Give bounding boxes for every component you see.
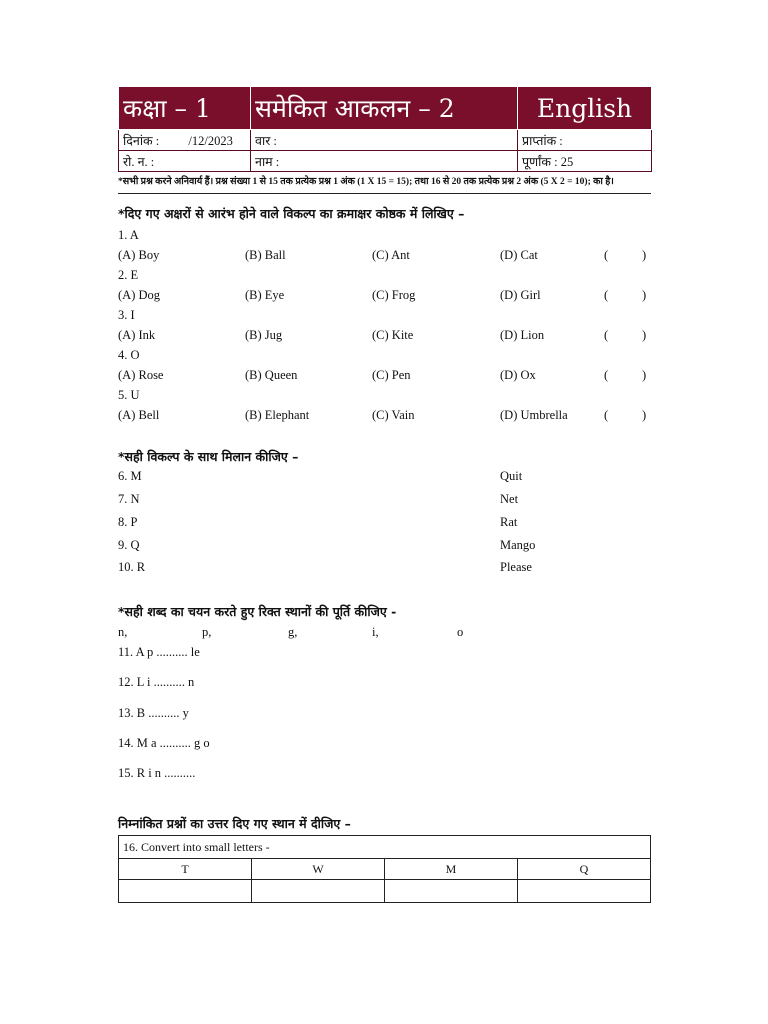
- option-3a: (A) Ink: [118, 328, 156, 342]
- convert-letters-table: [118, 835, 651, 903]
- answer-bracket-close: ): [642, 368, 647, 382]
- option-3b: (B) Jug: [245, 328, 283, 342]
- option-3c: (C) Kite: [372, 328, 414, 342]
- match-left-7: 7. N: [118, 492, 140, 506]
- question-3: 3. I: [118, 308, 135, 322]
- letter-cell: W: [252, 859, 385, 880]
- word-choice-3: g,: [288, 625, 298, 639]
- answer-cell[interactable]: [252, 880, 385, 903]
- match-left-6: 6. M: [118, 469, 142, 483]
- answer-cell[interactable]: [518, 880, 651, 903]
- answer-bracket-open: (: [604, 248, 609, 262]
- match-right-1: Quit: [500, 469, 523, 483]
- option-2c: (C) Frog: [372, 288, 416, 302]
- section1-heading: *दिए गए अक्षरों से आरंभ होने वाले विकल्प का क्रमाक्षर कोष्ठक में लिखिए –: [118, 206, 465, 221]
- word-choice-4: i,: [372, 625, 379, 639]
- instructions-note: *सभी प्रश्न करने अनिवार्य हैं। प्रश्न संख्या 1 से 15 तक प्रत्येक प्रश्न 1 अंक (1 X 15 = 15); तथा 16 से 20 तक प्रत्येक प्रश्न 2 अंक (5 X 2 = 10); का है।: [118, 177, 614, 187]
- option-5d: (D) Umbrella: [500, 408, 568, 422]
- option-5c: (C) Vain: [372, 408, 415, 422]
- answer-cell[interactable]: [385, 880, 518, 903]
- option-4d: (D) Ox: [500, 368, 536, 382]
- section3-heading: *सही शब्द का चयन करते हुए रिक्त स्थानों की पूर्ति कीजिए -: [118, 604, 397, 619]
- match-right-2: Net: [500, 492, 519, 506]
- word-choice-5: o: [457, 625, 464, 639]
- letter-cell: Q: [518, 859, 651, 880]
- word-choice-1: n,: [118, 625, 128, 639]
- header-table: [118, 86, 652, 172]
- fill-blank-13: 13. B .......... y: [118, 706, 189, 720]
- date-value: /12/2023: [188, 133, 233, 148]
- option-4a: (A) Rose: [118, 368, 164, 382]
- worksheet: [118, 86, 651, 194]
- name-label: नाम :: [251, 151, 518, 172]
- answer-bracket-close: ): [642, 248, 647, 262]
- option-2b: (B) Eye: [245, 288, 285, 302]
- date-label: दिनांक :: [123, 133, 160, 148]
- answer-bracket-close: ): [642, 288, 647, 302]
- answer-bracket-open: (: [604, 408, 609, 422]
- answer-bracket-close: ): [642, 408, 647, 422]
- match-left-8: 8. P: [118, 515, 138, 529]
- word-choice-2: p,: [202, 625, 212, 639]
- fill-blank-12: 12. L i .......... n: [118, 675, 195, 689]
- option-1a: (A) Boy: [118, 248, 160, 262]
- class-label: कक्षा – 1: [119, 87, 251, 130]
- title-banner: [119, 87, 652, 130]
- option-1d: (D) Cat: [500, 248, 538, 262]
- question-5: 5. U: [118, 388, 140, 402]
- answer-bracket-close: ): [642, 328, 647, 342]
- match-left-10: 10. R: [118, 560, 146, 574]
- full-marks-label: पूर्णांक : 25: [518, 151, 652, 172]
- section4-heading: निम्नांकित प्रश्नों का उत्तर दिए गए स्थान में दीजिए –: [118, 816, 351, 831]
- answer-cell[interactable]: [119, 880, 252, 903]
- answer-bracket-open: (: [604, 368, 609, 382]
- fill-blank-15: 15. R i n ..........: [118, 766, 196, 780]
- option-4c: (C) Pen: [372, 368, 411, 382]
- match-left-9: 9. Q: [118, 538, 140, 552]
- option-1c: (C) Ant: [372, 248, 410, 262]
- option-2d: (D) Girl: [500, 288, 541, 302]
- option-5a: (A) Bell: [118, 408, 160, 422]
- section2-heading: *सही विकल्प के साथ मिलान कीजिए –: [118, 449, 299, 464]
- option-5b: (B) Elephant: [245, 408, 310, 422]
- day-label: वार :: [251, 130, 518, 151]
- option-2a: (A) Dog: [118, 288, 161, 302]
- divider: [118, 193, 651, 194]
- question-16: 16. Convert into small letters -: [119, 836, 651, 859]
- question-2: 2. E: [118, 268, 139, 282]
- roll-label: रो. न. :: [119, 151, 251, 172]
- match-right-5: Please: [500, 560, 532, 574]
- answer-bracket-open: (: [604, 328, 609, 342]
- fill-blank-14: 14. M a .......... g o: [118, 736, 210, 750]
- exam-title: समेकित आकलन – 2: [251, 87, 518, 130]
- subject-title: English: [518, 87, 652, 130]
- option-3d: (D) Lion: [500, 328, 545, 342]
- question-1: 1. A: [118, 228, 139, 242]
- option-4b: (B) Queen: [245, 368, 298, 382]
- fill-blank-11: 11. A p .......... le: [118, 645, 200, 659]
- question-4: 4. O: [118, 348, 140, 362]
- match-right-4: Mango: [500, 538, 536, 552]
- letter-cell: M: [385, 859, 518, 880]
- date-cell: [119, 130, 251, 151]
- marks-obtained-label: प्राप्तांक :: [518, 130, 652, 151]
- option-1b: (B) Ball: [245, 248, 286, 262]
- answer-bracket-open: (: [604, 288, 609, 302]
- match-right-3: Rat: [500, 515, 518, 529]
- letter-cell: T: [119, 859, 252, 880]
